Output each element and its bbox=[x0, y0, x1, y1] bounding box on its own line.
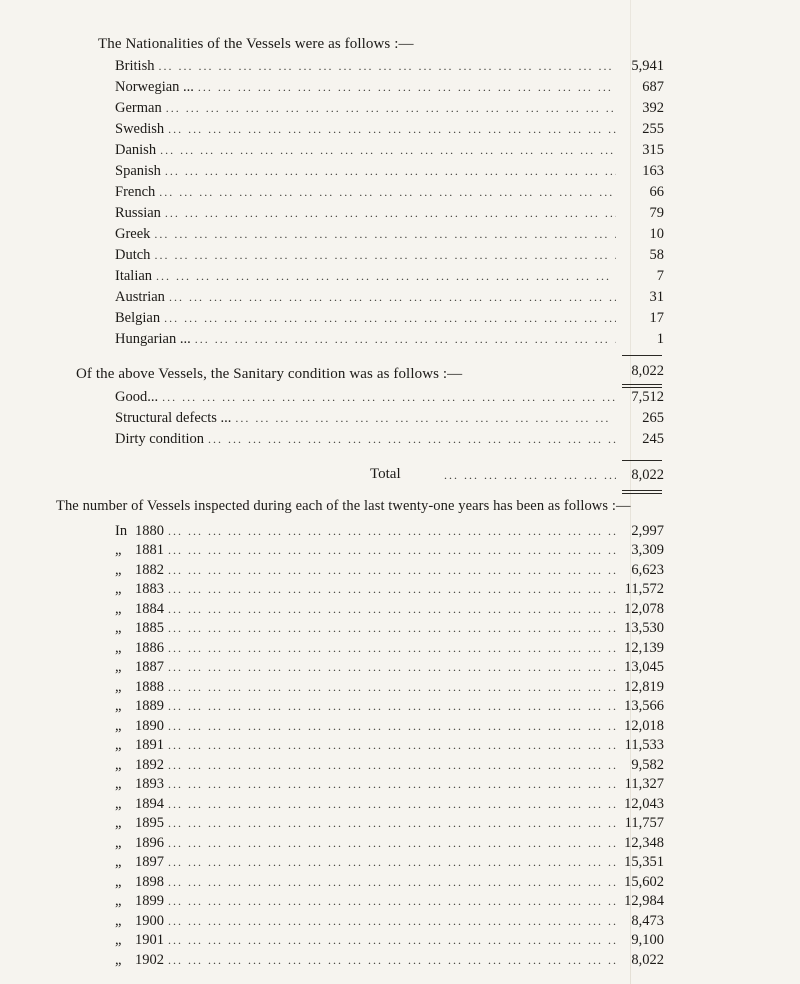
leader-dots bbox=[162, 390, 616, 405]
year-prefix: „ bbox=[115, 737, 122, 753]
leader-dots bbox=[168, 738, 616, 753]
sanitary-total bbox=[440, 464, 664, 486]
year-text: 1898 bbox=[135, 873, 164, 890]
leader-dots bbox=[444, 468, 616, 483]
sanitary-heading: Of the above Vessels, the Sanitary condition was as follows :— bbox=[76, 366, 463, 382]
leader-dots bbox=[154, 248, 616, 263]
year-row-value: 8,473 bbox=[631, 912, 664, 929]
leader-dots bbox=[168, 621, 616, 636]
year-row-value: 12,018 bbox=[624, 717, 664, 734]
year-prefix: „ bbox=[115, 561, 122, 578]
year-row-value: 3,309 bbox=[631, 542, 664, 558]
yearly-heading: The number of Vessels inspected during each of the last twenty-one years has been as follows :— bbox=[56, 498, 631, 514]
nationality-row-label: German bbox=[115, 99, 162, 116]
nationality-row-label: Norwegian ... bbox=[115, 78, 194, 95]
nationality-row-label: Spanish bbox=[115, 162, 161, 179]
nationality-row-value: 392 bbox=[642, 99, 664, 116]
nationality-row bbox=[115, 265, 664, 287]
year-row-label bbox=[115, 854, 164, 871]
year-row-value: 13,045 bbox=[624, 659, 664, 675]
year-prefix: In bbox=[115, 522, 128, 539]
year-row-value: 11,327 bbox=[624, 776, 664, 792]
year-text: 1901 bbox=[135, 932, 164, 948]
year-row-value: 9,100 bbox=[631, 932, 664, 948]
leader-dots bbox=[168, 953, 616, 968]
sanitary-row-value: 7,512 bbox=[631, 388, 664, 405]
year-prefix: „ bbox=[115, 678, 122, 695]
leader-dots bbox=[168, 933, 616, 948]
nationality-row-value: 255 bbox=[642, 120, 664, 137]
sanitary-row bbox=[115, 428, 664, 450]
leader-dots bbox=[168, 680, 616, 695]
year-row-label bbox=[115, 698, 164, 715]
leader-dots bbox=[168, 524, 616, 539]
sanitary-row-label: Dirty condition bbox=[115, 430, 205, 447]
year-row-value: 11,533 bbox=[624, 737, 664, 753]
nationality-row-label: Belgian bbox=[115, 309, 161, 326]
sanitary-row bbox=[115, 386, 664, 408]
year-prefix: „ bbox=[115, 639, 122, 656]
nationality-row-value: 66 bbox=[649, 183, 664, 200]
nationality-row-label: Italian bbox=[115, 267, 153, 284]
year-prefix: „ bbox=[115, 873, 122, 890]
sanitary-total-rule-2 bbox=[622, 493, 662, 494]
year-text: 1892 bbox=[135, 756, 164, 773]
year-row-label bbox=[115, 952, 164, 969]
year-row-label bbox=[115, 815, 164, 832]
year-row-label bbox=[115, 562, 164, 579]
leader-dots bbox=[168, 543, 616, 558]
leader-dots bbox=[156, 269, 616, 284]
year-row-label bbox=[115, 913, 164, 930]
year-row-value: 11,757 bbox=[624, 815, 664, 831]
nationality-row-value: 79 bbox=[649, 204, 664, 221]
year-text: 1881 bbox=[135, 542, 164, 558]
year-row-value: 12,078 bbox=[624, 600, 664, 617]
year-text: 1882 bbox=[135, 561, 164, 578]
year-text: 1883 bbox=[135, 581, 164, 597]
nationality-row bbox=[115, 202, 664, 224]
nationalities-total bbox=[612, 360, 664, 382]
year-text: 1902 bbox=[135, 951, 164, 968]
year-prefix: „ bbox=[115, 912, 122, 929]
year-row-label bbox=[115, 874, 164, 891]
leader-dots bbox=[166, 101, 616, 116]
year-prefix: „ bbox=[115, 542, 122, 558]
leader-dots bbox=[165, 164, 616, 179]
leader-dots bbox=[168, 797, 616, 812]
year-row-label bbox=[115, 776, 164, 793]
nationality-row-value: 7 bbox=[656, 267, 664, 284]
leader-dots bbox=[168, 894, 616, 909]
year-row-label bbox=[115, 932, 164, 949]
leader-dots bbox=[198, 80, 616, 95]
year-text: 1899 bbox=[135, 893, 164, 909]
year-text: 1893 bbox=[135, 776, 164, 792]
year-text: 1891 bbox=[135, 737, 164, 753]
year-prefix: „ bbox=[115, 698, 122, 714]
year-row-value: 2,997 bbox=[631, 522, 664, 539]
year-row-value: 12,348 bbox=[624, 834, 664, 851]
leader-dots bbox=[168, 836, 616, 851]
year-text: 1889 bbox=[135, 698, 164, 714]
nationality-row-label: Hungarian ... bbox=[115, 330, 191, 347]
leader-dots bbox=[165, 206, 616, 221]
year-row-label bbox=[115, 835, 164, 852]
year-prefix: „ bbox=[115, 834, 122, 851]
year-prefix: „ bbox=[115, 756, 122, 773]
leader-dots bbox=[168, 777, 616, 792]
leader-dots bbox=[235, 411, 616, 426]
year-row-value: 9,582 bbox=[631, 756, 664, 773]
year-text: 1884 bbox=[135, 600, 164, 617]
year-row-label bbox=[115, 718, 164, 735]
leader-dots bbox=[195, 332, 616, 347]
year-prefix: „ bbox=[115, 854, 122, 870]
year-text: 1896 bbox=[135, 834, 164, 851]
nationality-row bbox=[115, 76, 664, 98]
year-prefix: „ bbox=[115, 600, 122, 617]
year-row-label bbox=[115, 757, 164, 774]
year-row-label bbox=[115, 640, 164, 657]
leader-dots bbox=[168, 855, 616, 870]
leader-dots bbox=[168, 758, 616, 773]
nationalities-subtotal-rule bbox=[622, 355, 662, 356]
sanitary-row-value: 245 bbox=[642, 430, 664, 447]
year-row-label bbox=[115, 659, 164, 676]
year-row-value: 8,022 bbox=[631, 951, 664, 968]
year-text: 1900 bbox=[135, 912, 164, 929]
year-prefix: „ bbox=[115, 893, 122, 909]
nationality-row-value: 31 bbox=[649, 288, 664, 305]
year-text: 1894 bbox=[135, 795, 164, 812]
year-text: 1888 bbox=[135, 678, 164, 695]
leader-dots bbox=[154, 227, 616, 242]
year-row-label bbox=[115, 601, 164, 618]
nationality-row bbox=[115, 286, 664, 308]
leader-dots bbox=[168, 699, 616, 714]
year-prefix: „ bbox=[115, 659, 122, 675]
nationality-row-value: 5,941 bbox=[631, 57, 664, 74]
leader-dots bbox=[159, 185, 616, 200]
nationality-row bbox=[115, 139, 664, 161]
year-row-label bbox=[115, 796, 164, 813]
nationalities-heading: The Nationalities of the Vessels were as follows :— bbox=[98, 36, 414, 52]
year-prefix: „ bbox=[115, 932, 122, 948]
nationality-row bbox=[115, 160, 664, 182]
leader-dots bbox=[168, 816, 616, 831]
year-row-label bbox=[115, 523, 164, 540]
nationality-row-value: 163 bbox=[642, 162, 664, 179]
sanitary-total-rule-1 bbox=[622, 490, 662, 491]
sanitary-row-label: Good... bbox=[115, 388, 159, 405]
nationality-row bbox=[115, 97, 664, 119]
leader-dots bbox=[168, 602, 616, 617]
year-row-value: 12,043 bbox=[624, 795, 664, 812]
nationality-row bbox=[115, 244, 664, 266]
leader-dots bbox=[169, 290, 616, 305]
leader-dots bbox=[168, 875, 616, 890]
year-row-value: 12,139 bbox=[624, 639, 664, 656]
nationality-row-label: French bbox=[115, 183, 156, 200]
year-row-value: 12,819 bbox=[624, 678, 664, 695]
nationality-row-value: 1 bbox=[656, 330, 664, 347]
year-text: 1897 bbox=[135, 854, 164, 870]
nationality-row-label: Dutch bbox=[115, 246, 151, 263]
year-prefix: „ bbox=[115, 951, 122, 968]
year-prefix: „ bbox=[115, 581, 122, 597]
nationality-row bbox=[115, 223, 664, 245]
year-text: 1886 bbox=[135, 639, 164, 656]
nationality-row bbox=[115, 181, 664, 203]
year-row-label bbox=[115, 620, 164, 637]
sanitary-subtotal-rule bbox=[622, 460, 662, 461]
sanitary-row-value: 265 bbox=[642, 409, 664, 426]
nationality-row-label: Austrian bbox=[115, 288, 165, 305]
nationality-row-value: 10 bbox=[649, 225, 664, 242]
year-text: 1880 bbox=[135, 522, 164, 539]
nationality-row bbox=[115, 55, 664, 77]
year-prefix: „ bbox=[115, 815, 122, 831]
leader-dots bbox=[168, 641, 616, 656]
nationality-row-label: Swedish bbox=[115, 120, 165, 137]
nationality-row-label: Russian bbox=[115, 204, 161, 221]
year-row-label bbox=[115, 737, 164, 754]
leader-dots bbox=[168, 719, 616, 734]
nationality-row-label: British bbox=[115, 57, 155, 74]
year-prefix: „ bbox=[115, 717, 122, 734]
year-prefix: „ bbox=[115, 620, 122, 636]
nationality-row-value: 687 bbox=[642, 78, 664, 95]
year-text: 1895 bbox=[135, 815, 164, 831]
year-row-label bbox=[115, 893, 164, 910]
nationality-row-value: 315 bbox=[642, 141, 664, 158]
nationality-row-label: Danish bbox=[115, 141, 157, 158]
nationality-row-value: 17 bbox=[649, 309, 664, 326]
leader-dots bbox=[160, 143, 616, 158]
year-row-label bbox=[115, 581, 164, 598]
year-prefix: „ bbox=[115, 795, 122, 812]
leader-dots bbox=[164, 311, 616, 326]
year-row-value: 15,351 bbox=[624, 854, 664, 870]
sanitary-total-value: 8,022 bbox=[631, 466, 664, 483]
year-text: 1885 bbox=[135, 620, 164, 636]
year-row-value: 15,602 bbox=[624, 873, 664, 890]
leader-dots bbox=[168, 582, 616, 597]
year-text: 1887 bbox=[135, 659, 164, 675]
year-row-label bbox=[115, 542, 164, 559]
year-row-label bbox=[115, 679, 164, 696]
leader-dots bbox=[168, 914, 616, 929]
year-row-value: 12,984 bbox=[624, 893, 664, 909]
sanitary-row-label: Structural defects ... bbox=[115, 409, 232, 426]
year-prefix: „ bbox=[115, 776, 122, 792]
nationality-row-value: 58 bbox=[649, 246, 664, 263]
year-row-value: 13,530 bbox=[624, 620, 664, 636]
nationality-row-label: Greek bbox=[115, 225, 151, 242]
year-text: 1890 bbox=[135, 717, 164, 734]
sanitary-row bbox=[115, 407, 664, 429]
year-row bbox=[115, 949, 664, 971]
sanitary-total-label: Total bbox=[370, 466, 401, 482]
year-row-value: 13,566 bbox=[624, 698, 664, 714]
leader-dots bbox=[158, 59, 616, 74]
year-row-value: 6,623 bbox=[631, 561, 664, 578]
nationalities-total-value: 8,022 bbox=[631, 362, 664, 379]
leader-dots bbox=[168, 122, 616, 137]
nationality-row bbox=[115, 118, 664, 140]
leader-dots bbox=[168, 563, 616, 578]
nationality-row bbox=[115, 307, 664, 329]
nationalities-total-rule-1 bbox=[622, 384, 662, 385]
leader-dots bbox=[168, 660, 616, 675]
nationality-row bbox=[115, 328, 664, 350]
leader-dots bbox=[208, 432, 616, 447]
year-row-value: 11,572 bbox=[624, 581, 664, 597]
